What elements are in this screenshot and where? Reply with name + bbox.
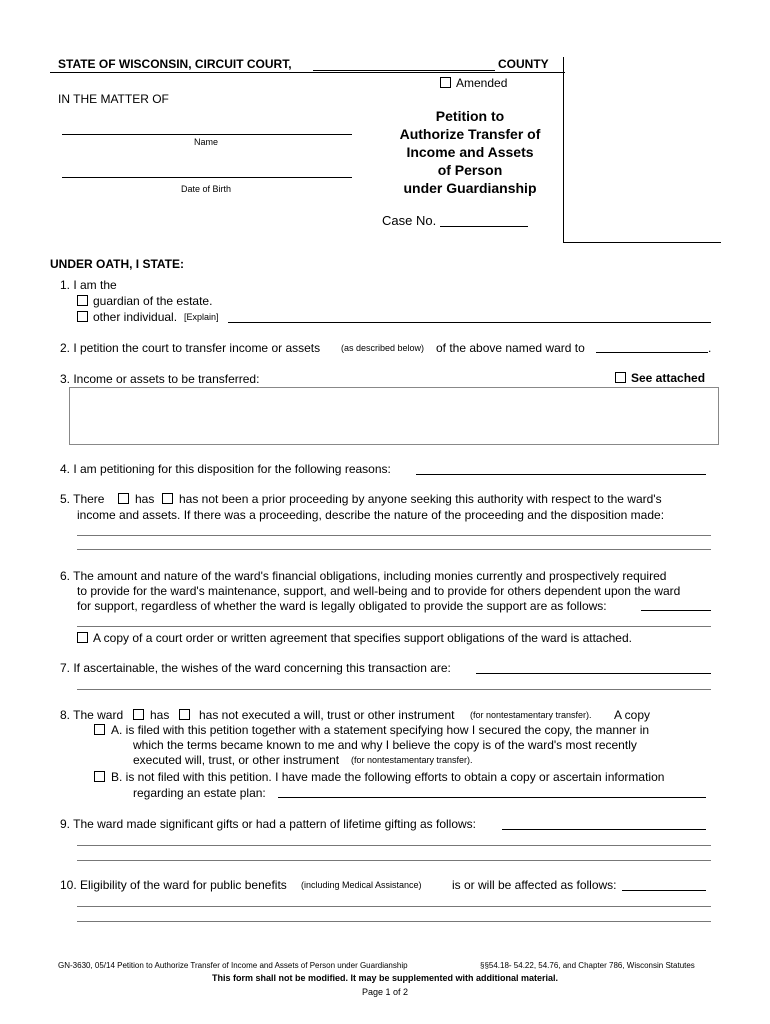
court-order-checkbox[interactable]	[77, 632, 88, 643]
will-hasnot-checkbox[interactable]	[179, 709, 190, 720]
explain-label: [Explain]	[184, 312, 219, 322]
item10-paren: (including Medical Assistance)	[301, 880, 422, 890]
reasons-field[interactable]	[416, 474, 706, 475]
amended-label: Amended	[456, 76, 508, 90]
other-individual-label: other individual.	[93, 310, 178, 324]
item6-line3: for support, regardless of whether the ward is legally obligated to provide the support are as follows:	[77, 599, 607, 613]
guardian-label: guardian of the estate.	[93, 294, 213, 308]
answer-line[interactable]	[77, 845, 711, 846]
copy-not-filed-checkbox[interactable]	[94, 771, 105, 782]
case-no-field[interactable]	[440, 226, 528, 227]
item8-B2: regarding an estate plan:	[133, 786, 266, 800]
case-no-label: Case No.	[382, 213, 437, 228]
item6-line2: to provide for the ward's maintenance, support, and well-being and to provide for others dependent upon the ward	[77, 584, 681, 598]
form-title	[370, 107, 570, 197]
statutes: §§54.18- 54.22, 54.76, and Chapter 786, Wisconsin Statutes	[480, 961, 695, 970]
county-label: COUNTY	[498, 57, 549, 71]
header-bottom-rule	[563, 242, 721, 243]
county-field[interactable]	[313, 70, 495, 71]
item8-paren: (for nontestamentary transfer).	[470, 710, 592, 720]
header-divider	[50, 72, 565, 73]
item8-A3: executed will, trust, or other instrument	[133, 753, 340, 767]
item8-A3-paren: (for nontestamentary transfer).	[351, 755, 473, 765]
gifts-field[interactable]	[502, 829, 706, 830]
dob-label: Date of Birth	[181, 184, 232, 194]
court-order-label: A copy of a court order or written agreement that specifies support obligations of the ward is attached.	[93, 631, 632, 645]
answer-line[interactable]	[77, 626, 711, 627]
title-line: Authorize Transfer of	[399, 126, 541, 142]
item1-lead: 1. I am the	[60, 278, 117, 292]
item8-lead: 8. The ward	[60, 708, 124, 722]
item2-text-a: 2. I petition the court to transfer income or assets	[60, 341, 321, 355]
other-individual-checkbox[interactable]	[77, 311, 88, 322]
will-has-checkbox[interactable]	[133, 709, 144, 720]
title-line: of Person	[437, 162, 503, 178]
item8-A2: which the terms became known to me and why I believe the copy is of the ward's most recently	[133, 738, 637, 752]
copy-filed-checkbox[interactable]	[94, 724, 105, 735]
prior-hasnot-checkbox[interactable]	[162, 493, 173, 504]
answer-line[interactable]	[77, 860, 711, 861]
answer-line[interactable]	[77, 549, 711, 550]
answer-line[interactable]	[77, 906, 711, 907]
item8-B1: B. is not filed with this petition. I have made the following efforts to obtain a copy or ascertain information	[111, 770, 665, 784]
prior-has-checkbox[interactable]	[118, 493, 129, 504]
transfer-to-field[interactable]	[596, 352, 708, 353]
answer-line[interactable]	[77, 921, 711, 922]
oath-heading: UNDER OATH, I STATE:	[50, 257, 184, 271]
prior-has-label: has	[135, 492, 155, 506]
item10-text-b: is or will be affected as follows:	[452, 878, 617, 892]
guardian-checkbox[interactable]	[77, 295, 88, 306]
name-label: Name	[194, 137, 219, 147]
amended-checkbox[interactable]	[440, 77, 451, 88]
title-line: Income and Assets	[406, 144, 534, 160]
answer-line[interactable]	[77, 689, 711, 690]
item2-text-b: of the above named ward to	[436, 341, 585, 355]
title-line: Petition to	[435, 108, 505, 124]
prior-hasnot-label: has not been a prior proceeding by anyone seeking this authority with respect to the ward's	[179, 492, 662, 506]
item4-text: 4. I am petitioning for this disposition for the following reasons:	[60, 462, 391, 476]
benefits-field[interactable]	[622, 890, 706, 891]
page-number: Page 1 of 2	[361, 987, 409, 997]
wishes-field[interactable]	[476, 673, 711, 674]
see-attached-checkbox[interactable]	[615, 372, 626, 383]
item9-text: 9. The ward made significant gifts or had a pattern of lifetime gifting as follows:	[60, 817, 476, 831]
item10-text-a: 10. Eligibility of the ward for public benefits	[60, 878, 287, 892]
matter-label: IN THE MATTER OF	[58, 92, 169, 106]
item7-text: 7. If ascertainable, the wishes of the ward concerning this transaction are:	[60, 661, 451, 675]
item2-paren: (as described below)	[341, 343, 425, 353]
no-modify-notice: This form shall not be modified. It may be supplemented with additional material.	[211, 973, 559, 983]
item5-line2: income and assets. If there was a proceeding, describe the nature of the proceeding and the disposition made:	[77, 508, 665, 522]
title-line: under Guardianship	[403, 180, 537, 196]
support-field[interactable]	[641, 610, 711, 611]
other-explain-field[interactable]	[228, 322, 711, 323]
court-heading: STATE OF WISCONSIN, CIRCUIT COURT,	[58, 57, 292, 71]
item2-end: .	[708, 341, 712, 355]
will-has-label: has	[150, 708, 170, 722]
assets-textbox[interactable]	[69, 387, 719, 445]
dob-field[interactable]	[62, 177, 352, 178]
estate-plan-field[interactable]	[278, 797, 706, 798]
will-hasnot-label: has not executed a will, trust or other instrument	[199, 708, 455, 722]
answer-line[interactable]	[77, 535, 711, 536]
name-field[interactable]	[62, 134, 352, 135]
item8-copy: A copy	[614, 708, 651, 722]
item6-line1: 6. The amount and nature of the ward's financial obligations, including monies currently and prospectively required	[60, 569, 667, 583]
form-number: GN-3630, 05/14 Petition to Authorize Transfer of Income and Assets of Person under Guardianship	[58, 961, 408, 970]
see-attached-label: See attached	[631, 371, 706, 385]
item3-label: 3. Income or assets to be transferred:	[60, 372, 260, 386]
item5-lead: 5. There	[60, 492, 105, 506]
item8-A1: A. is filed with this petition together with a statement specifying how I secured the copy, the manner in	[111, 723, 650, 737]
